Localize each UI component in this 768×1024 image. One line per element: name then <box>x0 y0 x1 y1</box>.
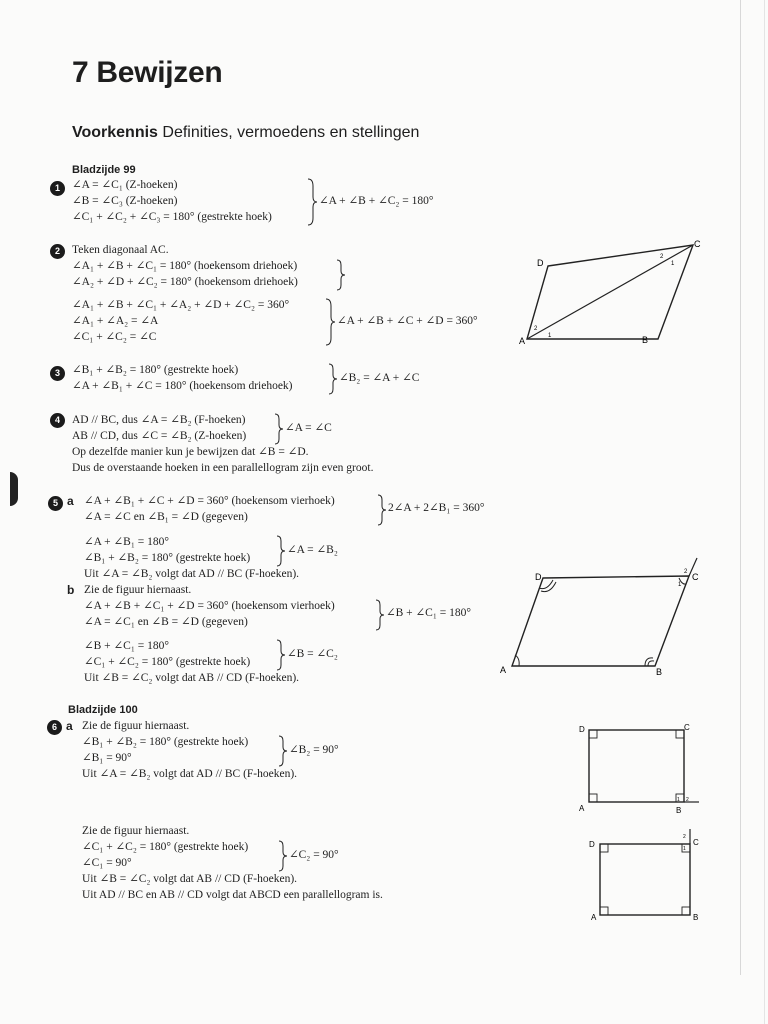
ex2-intro: Teken diagonaal AC. <box>72 244 169 256</box>
fig6b-angle-C1: 1 <box>683 846 686 852</box>
subtitle-bold: Voorkennis <box>72 124 158 141</box>
exercise-number-6: 6 <box>47 720 62 735</box>
ex5-b-result-2: ∠B = ∠C₂ <box>287 648 338 660</box>
ex2-brace-2 <box>324 298 336 346</box>
ex4-line-2: AB // CD, dus ∠C = ∠B₂ (Z-hoeken) <box>72 430 247 442</box>
ex5-b-brace-1 <box>375 599 385 631</box>
ex5-b-group2-line-1: ∠B + ∠C₁ = 180° <box>84 640 169 652</box>
fig2-label-D: D <box>537 258 544 268</box>
ex6-b-brace <box>278 840 288 872</box>
fig5-label-C: C <box>692 572 699 582</box>
ex3-line-1: ∠B₁ + ∠B₂ = 180° (gestrekte hoek) <box>72 364 239 376</box>
exercise-number-1: 1 <box>50 181 65 196</box>
exercise-number-5: 5 <box>48 496 63 511</box>
fig5-label-D: D <box>535 572 542 582</box>
ex6-b-conclusion-1: Uit ∠B = ∠C₂ volgt dat AB // CD (F-hoeken). <box>82 873 298 885</box>
fig5-label-B: B <box>656 667 663 677</box>
ex5-a-group2-line-1: ∠A + ∠B₁ = 180° <box>84 536 169 548</box>
ex2-group1-line-2: ∠A₂ + ∠D + ∠C₂ = 180° (hoekensom driehoek) <box>72 276 298 288</box>
ex6-a-group-line-2: ∠B₁ = 90° <box>82 752 132 764</box>
fig6a-label-D: D <box>579 725 585 734</box>
ex1-line-1: ∠A = ∠C₁ (Z-hoeken) <box>72 179 178 191</box>
ex3-result: ∠B₂ = ∠A + ∠C <box>339 372 420 384</box>
ex4-text-2: Dus de overstaande hoeken in een parallellogram zijn even groot. <box>72 462 374 474</box>
ex5-b-brace-2 <box>276 639 286 671</box>
ex5-part-b-label: b <box>67 583 75 597</box>
ex5-part-a-label: a <box>67 494 74 508</box>
ex2-group2-line-1: ∠A₁ + ∠B + ∠C₁ + ∠A₂ + ∠D + ∠C₂ = 360° <box>72 299 290 311</box>
fig5-angle-C2: 2 <box>684 569 688 575</box>
ex2-group2-line-2: ∠A₁ + ∠A₂ = ∠A <box>72 315 159 327</box>
fig6a-label-C: C <box>684 723 690 732</box>
ex6-b-group-line-1: ∠C₁ + ∠C₂ = 180° (gestrekte hoek) <box>82 841 249 853</box>
figure-rectangle-a <box>575 718 705 816</box>
ex5-a-brace-2 <box>276 535 286 567</box>
figure-rectangle-b <box>583 826 708 926</box>
fig6b-angle-C2: 2 <box>683 834 686 840</box>
ex4-result: ∠A = ∠C <box>285 422 332 434</box>
ex6-a-group-line-1: ∠B₁ + ∠B₂ = 180° (gestrekte hoek) <box>82 736 249 748</box>
fig2-angle-C2: 2 <box>660 254 664 260</box>
ex6-a-result: ∠B₂ = 90° <box>289 744 339 756</box>
ex4-text-1: Op dezelfde manier kun je bewijzen dat ∠B = ∠D. <box>72 446 309 458</box>
ex1-line-2: ∠B = ∠C₃ (Z-hoeken) <box>72 195 178 207</box>
ex5-b-conclusion: Uit ∠B = ∠C₂ volgt dat AB // CD (F-hoeken). <box>84 672 300 684</box>
fig6a-angle-B1: 1 <box>677 797 680 803</box>
fig6a-label-B: B <box>676 806 682 815</box>
fig2-angle-C1: 1 <box>671 261 675 267</box>
ex6-a-conclusion: Uit ∠A = ∠B₂ volgt dat AD // BC (F-hoeken). <box>82 768 298 780</box>
fig2-angle-A2: 2 <box>534 326 538 332</box>
ex1-brace <box>306 178 318 226</box>
ex1-result: ∠A + ∠B + ∠C₂ = 180° <box>319 195 434 207</box>
ex5-a-group1-line-2: ∠A = ∠C en ∠B₁ = ∠D (gegeven) <box>84 511 248 523</box>
ex2-brace-1 <box>336 259 346 291</box>
figure-parallelogram-extended <box>495 556 705 680</box>
exercise-number-3: 3 <box>50 366 65 381</box>
ex6-part-a-label: a <box>66 719 73 733</box>
ex6-a-intro: Zie de figuur hiernaast. <box>82 720 190 732</box>
fig6a-angle-B2: 2 <box>686 797 689 803</box>
exercise-number-2: 2 <box>50 244 65 259</box>
fig6b-label-C: C <box>693 838 699 847</box>
fig6a-label-A: A <box>579 804 585 813</box>
exercise-number-4: 4 <box>50 413 65 428</box>
fig2-angle-A1: 1 <box>548 333 552 339</box>
ex5-b-group2-line-2: ∠C₁ + ∠C₂ = 180° (gestrekte hoek) <box>84 656 251 668</box>
section-subtitle <box>72 124 419 142</box>
page-ref-100: Bladzijde 100 <box>68 704 138 716</box>
ex6-a-brace <box>278 735 288 767</box>
page-ref-99: Bladzijde 99 <box>72 164 136 176</box>
fig5-label-A: A <box>500 665 507 675</box>
ex5-a-brace-1 <box>377 494 387 526</box>
page-edge-line-outer <box>764 0 765 1024</box>
fig2-label-B: B <box>642 335 649 345</box>
fig5-angle-C1: 1 <box>678 582 682 588</box>
ex5-a-result-2: ∠A = ∠B₂ <box>287 544 338 556</box>
ex5-b-intro: Zie de figuur hiernaast. <box>84 584 192 596</box>
ex6-b-group-line-2: ∠C₁ = 90° <box>82 857 132 869</box>
fig6b-label-B: B <box>693 913 699 922</box>
chapter-title: 7 Bewijzen <box>72 56 223 89</box>
fig2-label-A: A <box>519 336 526 346</box>
figure-parallelogram-diagonal <box>510 236 710 348</box>
ex5-a-group1-line-1: ∠A + ∠B₁ + ∠C + ∠D = 360° (hoekensom vierhoek) <box>84 495 335 507</box>
ex6-b-intro: Zie de figuur hiernaast. <box>82 825 190 837</box>
ex6-b-conclusion-2: Uit AD // BC en AB // CD volgt dat ABCD een parallellogram is. <box>82 889 383 901</box>
page-edge-line <box>740 0 741 975</box>
ex3-line-2: ∠A + ∠B₁ + ∠C = 180° (hoekensom driehoek) <box>72 380 293 392</box>
ex5-b-group1-line-2: ∠A = ∠C₁ en ∠B = ∠D (gegeven) <box>84 616 248 628</box>
ex3-brace <box>328 363 338 395</box>
ex5-a-result-1: 2∠A + 2∠B₁ = 360° <box>388 502 485 514</box>
ex5-b-group1-line-1: ∠A + ∠B + ∠C₁ + ∠D = 360° (hoekensom vierhoek) <box>84 600 335 612</box>
subtitle-rest: Definities, vermoedens en stellingen <box>157 124 420 141</box>
ex5-b-result-1: ∠B + ∠C₁ = 180° <box>386 607 471 619</box>
ex5-a-conclusion: Uit ∠A = ∠B₂ volgt dat AD // BC (F-hoeken). <box>84 568 300 580</box>
ex2-group2-line-3: ∠C₁ + ∠C₂ = ∠C <box>72 331 157 343</box>
binding-mark <box>10 472 18 506</box>
ex4-brace <box>274 413 284 445</box>
ex5-a-group2-line-2: ∠B₁ + ∠B₂ = 180° (gestrekte hoek) <box>84 552 251 564</box>
ex1-line-3: ∠C₁ + ∠C₂ + ∠C₃ = 180° (gestrekte hoek) <box>72 211 272 223</box>
fig2-label-C: C <box>694 239 701 249</box>
fig6b-label-D: D <box>589 840 595 849</box>
fig6b-label-A: A <box>591 913 597 922</box>
ex6-b-result: ∠C₂ = 90° <box>289 849 339 861</box>
ex4-line-1: AD // BC, dus ∠A = ∠B₂ (F-hoeken) <box>72 414 246 426</box>
ex2-group1-line-1: ∠A₁ + ∠B + ∠C₁ = 180° (hoekensom driehoek) <box>72 260 298 272</box>
ex2-result: ∠A + ∠B + ∠C + ∠D = 360° <box>337 315 478 327</box>
